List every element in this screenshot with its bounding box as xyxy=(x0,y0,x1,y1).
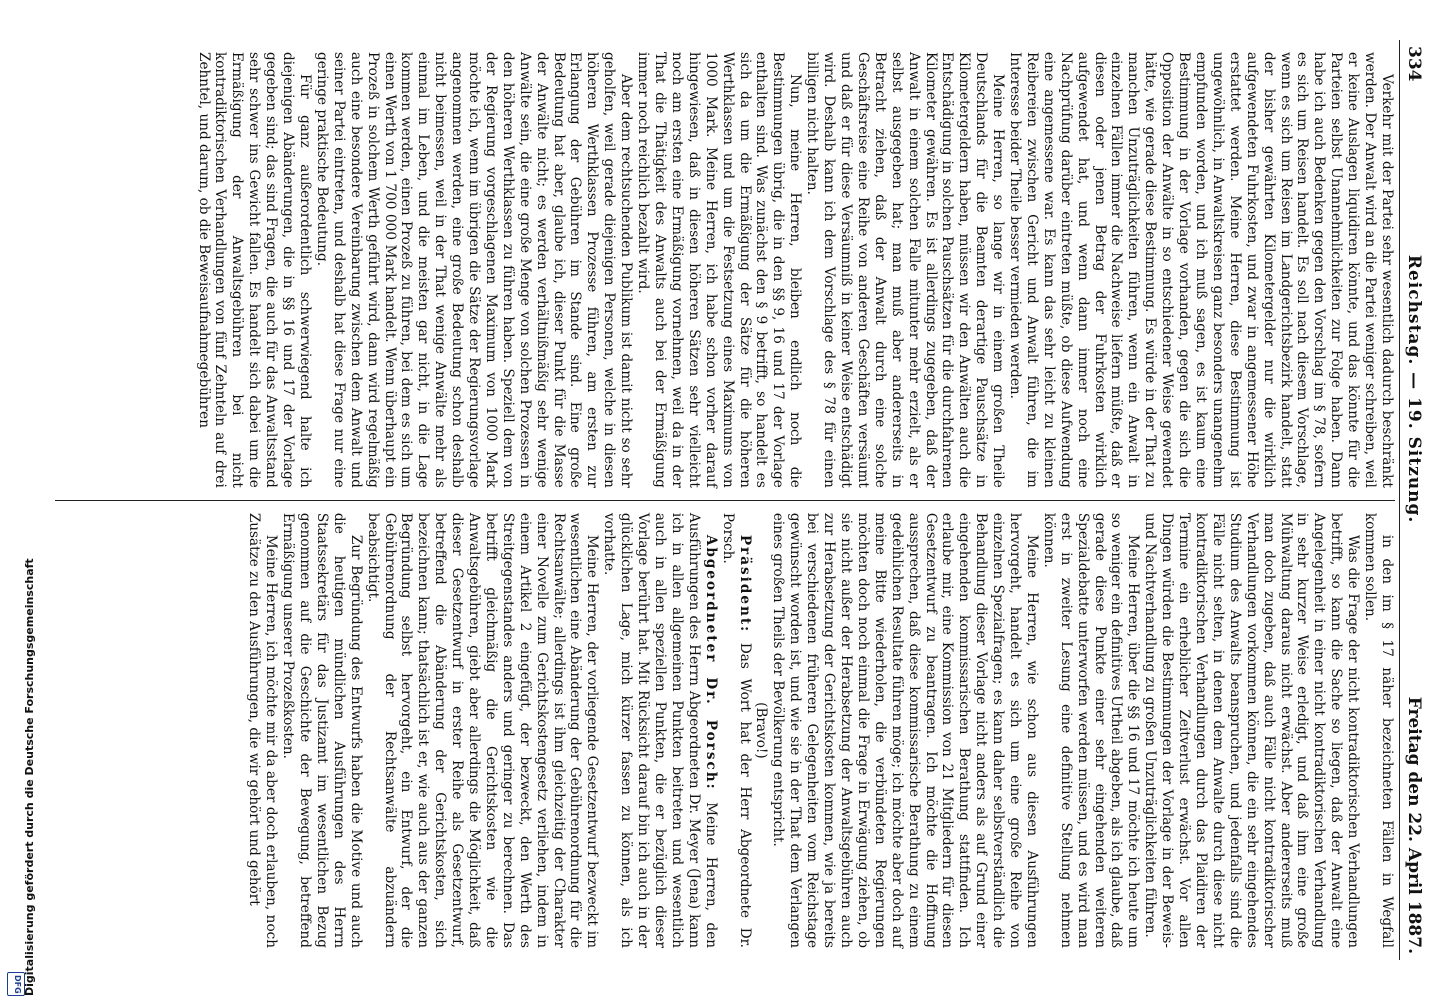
speaker-label: Präsident: xyxy=(736,534,753,634)
paragraph: Zur Begründung des Entwurfs haben die Motive und auch die heutigen mündlichen Ausführungen des Herrn Staatssekretärs für das Justizamt im wesentlichen Bezug genommen auf die Geschichte der Bewegung, betreffend Ermäßigung unserer Prozeßkosten. xyxy=(280,512,364,948)
paragraph: Meine Herren, wie schon aus diesen Ausführungen hervorgeht, handelt es sich um eine große Reihe von einzelnen Spezialfragen; es kann daher selbstverständlich die Behandlung dieser Vorlage nicht anders als auf Grund einer eingehenden kommissarischen Berathung stattfinden. Ich erlaube mir, eine Kommission von 21 Mitgliedern für diesen Gesetzentwurf zu beantragen. Ich möchte die Hoffnung aussprechen, daß diese kommissarische Berathung zu einem gedeihlichen Resultate führen möge; ich möchte aber doch auf meine Bitte wiederholen, die verbündeten Regierungen möchten doch noch einmal die Frage in Erwägung ziehen, ob sie nicht außer der Herabsetzung der Anwaltsgebühren auch zur Herabsetzung der Gerichtskosten kommen, wie ja bereits bei verschiedenen früheren Gelegenheiten vom Reichstage gewünscht worden ist, und wie sie in der That dem Verlangen eines großen Theils der Bevölkerung entspricht. xyxy=(770,512,1040,948)
porsch-paragraph xyxy=(600,513,718,948)
rotated-page xyxy=(52,40,1432,960)
paragraph: in den im § 17 näher bezeichneten Fällen in Wegfall kommen sollen. xyxy=(1362,512,1395,948)
paragraph: Nun, meine Herren, bleiben endlich noch die Bestimmungen übrig, die in den §§ 9, 16 und 17 der Vorlage enthalten sind. Was zunächst den § 9 betrifft, so handelt es sich da um die Ermäßigung der Sätze für die höheren Werthklassen und um die Festsetzung eines Maximums von 1000 Mark. Meine Herren, ich habe schon vorher darauf hingewiesen, daß in diesen höheren Sätzen sehr vielleicht noch am ersten eine Ermäßigung vornehmen, weil da in der That die Thätigkeit des Anwalts auch bei der Ermäßigung immer noch reichlich bezahlt wird. xyxy=(635,52,804,488)
paragraph: Meine Herren, der vorliegende Gesetzentwurf bezweckt im wesentlichen eine Abänderung der Gebührenordnung für die Rechtsanwälte; allerdings ist ihm gleichzeitig der Charakter einer Novelle zum Gerichtskostengesetz verliehen, indem in einem Artikel 2 eingefügt, der bezweckt, den Werth des Streitgegenstandes anders und geringer zu berechnen. Das betrifft gleichmäßig die Gerichtskosten wie die Anwaltsgebühren, giebt aber allerdings die Möglichkeit, daß dieser Gesetzentwurf in erster Reihe als Gesetzentwurf, betreffend die Abänderung der Gerichtskosten, sich bezeichnen kann; thatsächlich ist er, wie auch aus der ganzen Begründung selbst hervorgeht, ein Entwurf, der die Gebührenordnung der Rechtsanwälte abzuändern beabsichtigt. xyxy=(364,512,601,948)
text-columns xyxy=(55,40,1395,960)
page-footer xyxy=(4,0,36,1000)
speaker-label: Abgeordneter Dr. Porsch: xyxy=(702,534,719,791)
dfg-logo: DFG xyxy=(7,972,25,996)
president-paragraph xyxy=(719,513,753,948)
speaker-text: Meine Herren, den Ausführungen des Herrn Abgeordneten Dr. Meyer (Jena) kann ich in allen allgemeinen Punkten beitreten und wesentlich auch in allen speziellen Punkten, die er bezüglich dieser Vorlage berührt hat. Mit Rücksicht darauf bin ich auch in der glücklichen Lage, mich kürzer fassen zu können, als ich vorhatte. xyxy=(601,512,719,948)
right-column xyxy=(55,500,1395,960)
applause-note: (Bravo!) xyxy=(753,702,770,759)
paragraph: Meine Herren, über die §§ 16 und 17 möchte ich heute um so weniger ein definitives Urtheil abgeben, als ich glaube, daß gerade diese Punkte einer sehr eingehenden weiteren Spezialdebatte unterworfen werden müssen, und es wird man erst in zweiter Lesung eine definitive Stellung nehmen können. xyxy=(1040,512,1142,948)
page-date: Freitag den 22. April 1887. xyxy=(1404,696,1424,954)
paragraph: Meine Herren, so lange wir in einem großen Theile Deutschlands für die Beamten derartige Pauschsätze in Kilometergeldern haben, müssen wir den Anwälten auch die Entschädigung in solchen Pauschsätzen für die durchfahrenen Kilometer gewähren. Es ist allerdings zugegeben, daß der Anwalt in einem solchen Falle mitunter mehr erzielt, als er selbst ausgegeben hat; man muß aber andererseits in Betracht ziehen, daß der Anwalt durch eine solche Geschäftsreise eine Reihe von anderen Geschäften versäumt und daß er für diese Versäumniß in keiner Weise entschädigt wird. Deshalb kann ich dem Vorschlage des § 78 für einen billigen nicht halten. xyxy=(804,52,1007,488)
page-title: Reichstag. — 19. Sitzung. xyxy=(1404,254,1424,524)
left-column xyxy=(55,40,1395,500)
paragraph: Meine Herren, ich möchte mir da aber doch erlauben, noch Zusätze zu den Ausführungen, die wir gehört und gehört xyxy=(246,512,280,948)
paragraph: Was die Frage der nicht kontradiktorischen Verhandlungen betrifft, so kann die Sache so liegen, daß der Anwalt eine Angelegenheit in einer nicht kontradiktorischen Verhandlung in sehr kurzer Weise erledigt, und daß ihm eine große Mühwaltung daraus nicht erwächst. Aber andererseits muß man doch zugeben, daß auch Fälle nicht kontradiktorischer Verhandlungen vorkommen können, die ein sehr eingehendes Studium des Anwalts beanspruchen, und jedenfalls sind die Fälle nicht selten, in denen dem Anwalte durch diese nicht kontradiktorischen Verhandlungen durch das Plaidiren der Termine ein erheblicher Zeitverlust erwächst. Vor allen Dingen würden die Bestimmungen der Vorlage in der Beweis- und Nachtverhandlung zu großen Unzuträglichkeiten führen. xyxy=(1142,512,1362,948)
paragraph: Aber dem rechtsuchenden Publikum ist damit nicht so sehr geholfen, weil gerade diejenigen Personen, welche in diesen höheren Werthklassen Prozesse führen, am ersten zur Erlangung der Gebühren im Stande sind. Eine große Bedeutung hat aber, glaube ich, dieser Punkt für die Masse der Anwälte nicht; es werden verhältnißmäßig sehr wenige Anwälte sein, die eine große Menge von solchen Prozessen in den höheren Werthklassen zu führen haben. Speziell dem von der Regierung vorgeschlagenen Maximum von 1000 Mark möchte ich, wenn im übrigen die Sätze der Regierungsvorlage angenommen werden, eine große Bedeutung schon deshalb nicht beimessen, weil in der That wenige Anwälte mehr als einmal im Leben, und die meisten gar nicht, in die Lage kommen werden, einen Prozeß zu führen, bei dem es sich um einen Werth von 1 700 000 Mark handelt. Wenn überhaupt ein Prozeß in solchem Werth geführt wird, dann wird regelmäßig auch eine besondere Vereinbarung zwischen dem Anwalt und seiner Partei eintreten, und deshalb hat diese Frage nur eine geringe praktische Bedeutung. xyxy=(313,52,635,488)
footer-credit: Digitalisierung gefördert durch die Deutsche Forschungsgemeinschaft xyxy=(23,558,36,996)
page-header xyxy=(1399,40,1432,960)
paragraph: Verkehr mit der Partei sehr wesentlich dadurch beschränkt werden. Der Anwalt wird an die Partei weniger schreiben, weil er keine Auslagen liquidiren könnte, und das könnte für die Parteien selbst Unannehmlichkeiten zur Folge haben. Dann habe ich auch Bedenken gegen den Vorschlag im § 78, sofern es sich um Reisen handelt. Es soll nach diesem Vorschlage, wenn es sich um Reisen im Landgerichtsbezirk handelt, statt der bisher gewährten Kilometergelder nur die wirklich aufgewendeten Fuhrkosten, und zwar in angemessener Höhe erstattet werden. Meine Herren, diese Bestimmung ist ungewöhnlich, in Anwaltskreisen ganz besonders unangenehm empfunden worden, und ich muß sagen, es ist kaum eine Bestimmung in der Vorlage vorhanden, gegen die sich die Opposition der Anwälte in so entschiedener Weise gewendet hätte, wie gerade diese Bestimmung. Es würde in der That zu manchen Unzuträglichkeiten führen, wenn ein Anwalt in einzelnen Fällen immer die Nachweise liefern müßte, daß er diesen oder jenen Betrag der Fuhrkosten wirklich aufgewendet hat, und wenn dann immer noch eine Nachprüfung darüber eintreten müßte, ob diese Aufwendung eine angemessene war. Es kann das sehr leicht zu kleinen Reibereien zwischen Gericht und Anwalt führen, die im Interesse beider Theile besser vermieden werden. xyxy=(1007,52,1395,488)
speaker-text: Das Wort hat der Herr Abgeordnete Dr. Porsch. xyxy=(719,512,753,948)
paragraph: Für ganz außerordentlich schwerwiegend halte ich diejenigen Abänderungen, die in §§ 16 und 17 der Vorlage gegeben sind; das sind Fragen, die auch für das Anwaltsstand sehr schwer ins Gewicht fallen. Es handelt sich dabei um die Ermäßigung der Anwaltsgebühren bei nicht kontradiktorischen Verhandlungen von fünf Zehnteln auf drei Zehntel, und darum, ob die Beweisaufnahmegebühren xyxy=(195,52,313,488)
page-number: 334 xyxy=(1404,46,1424,82)
